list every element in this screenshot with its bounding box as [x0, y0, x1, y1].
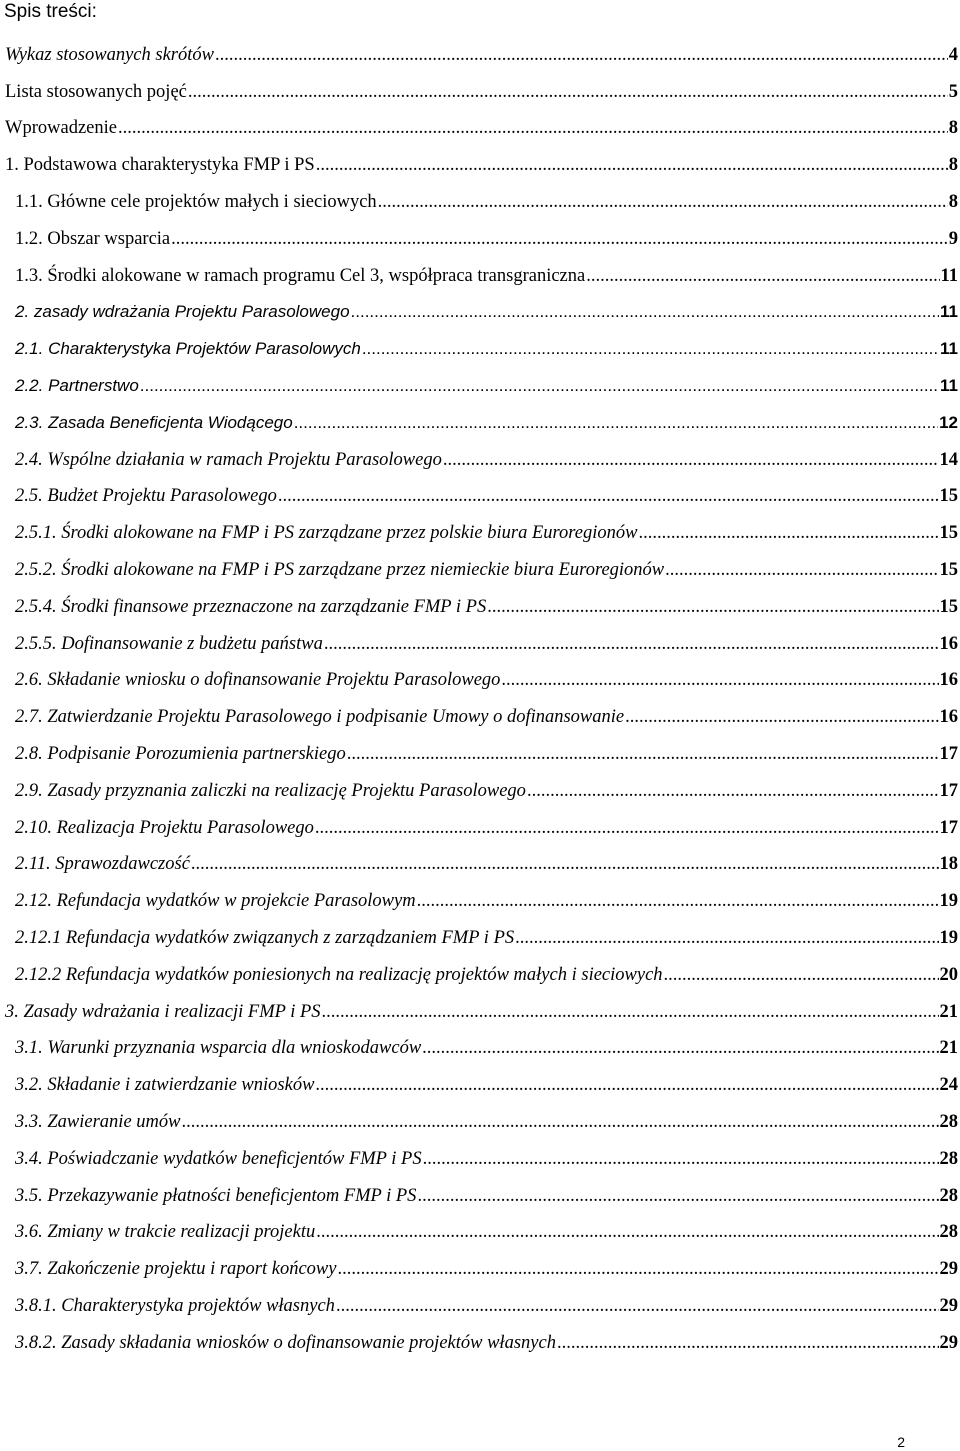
toc-entry-label: 2.12. Refundacja wydatków w projekcie Parasolowym — [15, 891, 416, 912]
toc-entry-label: 2.5.1. Środki alokowane na FMP i PS zarządzane przez polskie biura Euroregionów — [15, 523, 638, 544]
toc-entry[interactable] — [0, 176, 960, 213]
toc-dot-leader — [638, 522, 938, 544]
toc-dot-leader — [337, 1258, 938, 1280]
toc-entry-page: 29 — [939, 1295, 958, 1316]
toc-dot-leader — [316, 1221, 938, 1243]
toc-dot-leader — [315, 817, 939, 839]
toc-entry[interactable] — [0, 986, 960, 1023]
toc-entry[interactable] — [0, 1023, 960, 1060]
toc-entry-page: 8 — [948, 118, 958, 139]
toc-dot-leader — [140, 375, 939, 397]
toc-dot-leader — [664, 964, 939, 986]
toc-dot-leader — [294, 412, 938, 434]
toc-entry[interactable] — [0, 471, 960, 508]
toc-entry-page: 11 — [940, 265, 958, 286]
toc-entry-label: 3.1. Warunki przyznania wsparcia dla wnioskodawców — [15, 1038, 422, 1059]
toc-entry-label: 2.10. Realizacja Projektu Parasolowego — [15, 817, 314, 838]
toc-entry-label: 2.5.2. Środki alokowane na FMP i PS zarządzane przez niemieckie biura Euroregionów — [15, 559, 665, 580]
toc-entry[interactable] — [0, 802, 960, 839]
toc-entry-label: 1.2. Obszar wsparcia — [15, 228, 171, 249]
toc-entry-page: 18 — [939, 854, 958, 875]
toc-dot-leader — [417, 890, 939, 912]
toc-entry-page: 19 — [939, 891, 958, 912]
toc-entry-page: 17 — [939, 743, 958, 764]
toc-entry-page: 5 — [948, 81, 958, 102]
toc-entry[interactable] — [0, 691, 960, 728]
toc-entry-label: 2. zasady wdrażania Projektu Parasolowego — [15, 302, 350, 322]
toc-entry[interactable] — [0, 397, 960, 434]
toc-entry-label: 2.12.2 Refundacja wydatków poniesionych na realizację projektów małych i sieciowych — [15, 964, 663, 985]
toc-entry-label: 2.3. Zasada Beneficjenta Wiodącego — [15, 412, 293, 432]
toc-entry[interactable] — [0, 1133, 960, 1170]
toc-entry[interactable] — [0, 839, 960, 876]
toc-entry-label: 2.1. Charakterystyka Projektów Parasolowych — [15, 339, 361, 359]
toc-dot-leader — [625, 706, 938, 728]
toc-dot-leader — [487, 596, 938, 618]
toc-entry-page: 24 — [939, 1075, 958, 1096]
toc-dot-leader — [171, 228, 948, 250]
toc-entry[interactable] — [0, 507, 960, 544]
toc-entry-label: Lista stosowanych pojęć — [5, 81, 187, 102]
toc-entry-page: 4 — [948, 44, 958, 65]
toc-entry-page: 15 — [939, 559, 958, 580]
toc-entry-label: Wykaz stosowanych skrótów — [5, 44, 214, 65]
toc-entry-page: 14 — [939, 449, 958, 470]
toc-dot-leader — [215, 44, 948, 66]
toc-entry-label: 3. Zasady wdrażania i realizacji FMP i PS — [5, 1001, 321, 1022]
toc-entry-page: 29 — [939, 1259, 958, 1280]
toc-entry-page: 20 — [939, 964, 958, 985]
toc-dot-leader — [422, 1037, 938, 1059]
toc-dot-leader — [362, 338, 939, 360]
toc-entry[interactable] — [0, 1317, 960, 1354]
toc-entry-label: 2.5.4. Środki finansowe przeznaczone na zarządzanie FMP i PS — [15, 596, 487, 617]
toc-entry-label: 3.7. Zakończenie projektu i raport końcowy — [15, 1259, 337, 1280]
toc-entry[interactable] — [0, 655, 960, 692]
toc-entry-label: 2.12.1 Refundacja wydatków związanych z zarządzaniem FMP i PS — [15, 927, 515, 948]
toc-entry[interactable] — [0, 287, 960, 324]
toc-entry[interactable] — [0, 213, 960, 250]
toc-entry-label: 1.3. Środki alokowane w ramach programu Cel 3, współpraca transgraniczna — [15, 265, 586, 286]
toc-entry-label: 2.4. Wspólne działania w ramach Projektu Parasolowego — [15, 449, 442, 470]
toc-entry-page: 17 — [939, 817, 958, 838]
toc-entry-label: 2.5. Budżet Projektu Parasolowego — [15, 486, 277, 507]
toc-dot-leader — [118, 117, 948, 139]
toc-entry-page: 16 — [939, 707, 958, 728]
toc-entry-label: 1. Podstawowa charakterystyka FMP i PS — [5, 155, 315, 176]
toc-dot-leader — [351, 301, 939, 323]
toc-dot-leader — [665, 559, 938, 581]
toc-entry[interactable] — [0, 1170, 960, 1207]
toc-entry[interactable] — [0, 1096, 960, 1133]
toc-entry-label: 3.3. Zawieranie umów — [15, 1111, 181, 1132]
toc-entry-label: 3.4. Poświadczanie wydatków beneficjentów FMP i PS — [15, 1148, 422, 1169]
toc-dot-leader — [278, 485, 939, 507]
toc-dot-leader — [501, 669, 938, 691]
toc-dot-leader — [515, 927, 938, 949]
toc-entry-label: 2.9. Zasady przyznania zaliczki na realizację Projektu Parasolowego — [15, 780, 526, 801]
toc-dot-leader — [322, 1001, 939, 1023]
toc-entry-label: Wprowadzenie — [5, 118, 117, 139]
toc-entry[interactable] — [0, 1207, 960, 1244]
toc-entry[interactable] — [0, 434, 960, 471]
toc-entry[interactable] — [0, 360, 960, 397]
toc-entry-label: 2.5.5. Dofinansowanie z budżetu państwa — [15, 633, 323, 654]
toc-entry-page: 28 — [939, 1111, 958, 1132]
toc-entry-page: 16 — [939, 670, 958, 691]
toc-title: Spis treści: — [4, 1, 97, 22]
toc-entry-label: 2.11. Sprawozdawczość — [15, 854, 190, 875]
page-number: 2 — [897, 1434, 905, 1450]
toc-entry-page: 8 — [948, 191, 958, 212]
toc-entry[interactable] — [0, 728, 960, 765]
toc-entry-label: 3.6. Zmiany w trakcie realizacji projektu — [15, 1222, 316, 1243]
toc-entry[interactable] — [0, 544, 960, 581]
toc-entry[interactable] — [0, 875, 960, 912]
toc-entry-page: 8 — [948, 155, 958, 176]
toc-dot-leader — [181, 1111, 938, 1133]
toc-entry[interactable] — [0, 250, 960, 287]
toc-dot-leader — [191, 853, 939, 875]
toc-entry-page: 17 — [939, 780, 958, 801]
toc-entry-label: 2.7. Zatwierdzanie Projektu Parasolowego i podpisanie Umowy o dofinansowanie — [15, 707, 625, 728]
toc-entry[interactable] — [0, 1243, 960, 1280]
toc-dot-leader — [527, 780, 939, 802]
toc-entry-page: 11 — [940, 375, 958, 395]
toc-dot-leader — [188, 81, 948, 103]
toc-entry-page: 21 — [939, 1038, 958, 1059]
toc-entry-page: 16 — [939, 633, 958, 654]
toc-entry[interactable] — [0, 581, 960, 618]
toc-dot-leader — [315, 1074, 938, 1096]
toc-dot-leader — [336, 1295, 939, 1317]
toc-entry-page: 28 — [939, 1222, 958, 1243]
toc-entry[interactable] — [0, 1280, 960, 1317]
toc-entry-label: 2.6. Składanie wniosku o dofinansowanie Projektu Parasolowego — [15, 670, 501, 691]
toc-entry-label: 1.1. Główne cele projektów małych i sieciowych — [15, 191, 377, 212]
table-of-contents — [0, 29, 960, 1354]
toc-entry-label: 2.8. Podpisanie Porozumienia partnerskiego — [15, 743, 346, 764]
toc-entry[interactable] — [0, 912, 960, 949]
toc-dot-leader — [586, 265, 939, 287]
toc-entry-page: 11 — [940, 339, 958, 359]
toc-entry[interactable] — [0, 1059, 960, 1096]
toc-entry-page: 19 — [939, 927, 958, 948]
toc-entry-label: 3.8.1. Charakterystyka projektów własnych — [15, 1295, 335, 1316]
toc-dot-leader — [557, 1332, 939, 1354]
toc-entry[interactable] — [0, 618, 960, 655]
toc-entry-page: 21 — [939, 1001, 958, 1022]
toc-entry-page: 9 — [948, 228, 958, 249]
toc-entry-page: 11 — [940, 302, 958, 322]
toc-entry-page: 15 — [939, 486, 958, 507]
toc-entry-label: 2.2. Partnerstwo — [15, 375, 139, 395]
toc-entry[interactable] — [0, 139, 960, 176]
toc-entry-page: 15 — [939, 596, 958, 617]
toc-entry[interactable] — [0, 949, 960, 986]
toc-entry-label: 3.8.2. Zasady składania wniosków o dofinansowanie projektów własnych — [15, 1332, 556, 1353]
toc-entry-page: 28 — [939, 1148, 958, 1169]
toc-entry-page: 12 — [939, 412, 958, 432]
toc-entry-label: 3.2. Składanie i zatwierdzanie wniosków — [15, 1075, 315, 1096]
toc-dot-leader — [324, 633, 939, 655]
toc-entry[interactable] — [0, 29, 960, 66]
toc-entry[interactable] — [0, 103, 960, 140]
toc-entry-page: 28 — [939, 1185, 958, 1206]
toc-entry[interactable] — [0, 323, 960, 360]
toc-dot-leader — [347, 743, 939, 765]
toc-dot-leader — [378, 191, 948, 213]
toc-dot-leader — [417, 1185, 938, 1207]
toc-entry[interactable] — [0, 765, 960, 802]
toc-entry-label: 3.5. Przekazywanie płatności beneficjentom FMP i PS — [15, 1185, 417, 1206]
toc-entry[interactable] — [0, 66, 960, 103]
toc-entry-page: 29 — [939, 1332, 958, 1353]
toc-entry-page: 15 — [939, 523, 958, 544]
toc-dot-leader — [443, 449, 939, 471]
toc-dot-leader — [316, 154, 948, 176]
toc-dot-leader — [423, 1148, 939, 1170]
